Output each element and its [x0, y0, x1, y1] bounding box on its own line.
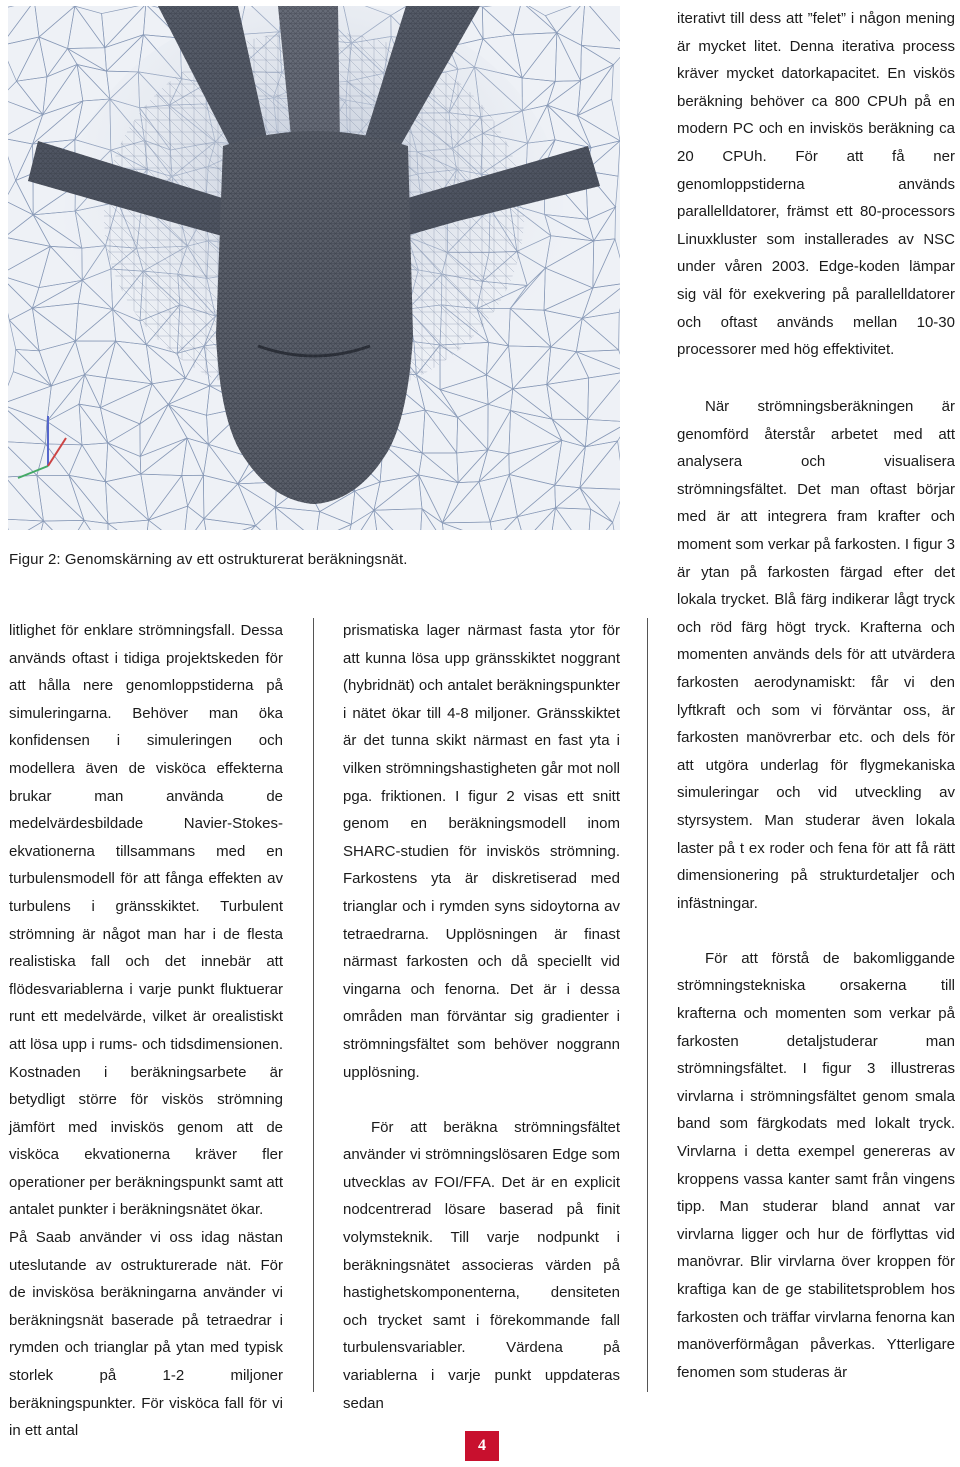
paragraph: För att förstå de bakomliggande strömningstekniska orsakerna till krafterna och momenten som verkar på farkosten detaljstuderar man strömningsfältet. I figur 3 illustreras virvlarna i strömningsfältet genom smala band som färgkodats med lokalt tryck. Virvlarna i detta exempel genereras av kroppens vassa kanter samt från vingens tipp. Man studerar bland annat var virvlarna ligger och hur de förflyttas vid manövrar. Blir virvlarna över kroppen för kraftiga kan de ge stabilitetsproblem hos farkosten och träffar virvlarna fenorna kan manöverförmågan påverkas. Ytterligare fenomen som studeras är	[677, 949, 955, 1381]
page-number: 4	[465, 1431, 499, 1461]
paragraph: litlighet för enklare strömningsfall. Dessa används oftast i tidiga projektskeden för att hålla nere genomloppstiderna på simuleringarna. Behöver man öka konfidensen i simuleringen och modellera även de visköса effekterna brukar man använda de medelvärdesbildade Navier-Stokes-ekvationerna tillsammans med en turbulensmodell för att fånga effekten av turbulens i gränsskiktet. Turbulent strömning är något man har i de flesta realistiska fall och det innebär att flödesvariablerna i varje punkt fluktuerar runt ett medelvärde, vilket är orealistiskt att lösa upp i rums- och tidsdimensionen. Kostnaden i beräkningsarbete är betydligt större för viskös strömning jämfört med inviskös genom att de visköса ekvationerna kräver fler operationer per beräkningspunkt samt att antalet punkter i beräkningsnätet ökar.	[9, 622, 283, 1219]
paragraph: På Saab använder vi oss idag nästan uteslutande av ostrukturerade nät. För de inviskösa beräkningarna använder vi beräkningsnät baserade på tetraedrar i rymden och trianglar på ytan med typisk storlek på 1-2 miljoner beräkningspunkter. För visköса fall för vi in ett antal	[9, 1229, 283, 1440]
mesh-figure	[8, 6, 620, 530]
paragraph: prismatiska lager närmast fasta ytor för att kunna lösa upp gränsskiktet noggrant (hybridnät) och antalet beräkningspunkter i nätet ökar till 4-8 miljoner. Gränsskiktet är det tunna skikt närmast en fast yta i vilken strömningshastigheten går mot noll pga. friktionen. I figur 2 visas ett snitt genom en beräkningsmodell inom SHARC-studien för inviskös strömning. Farkostens yta är diskretiserad med trianglar och i rymden syns sidoytorna av tetraedrarna. Upplösningen är finast närmast farkosten och då speciellt vid vingarna och fenorna. Det är i dessa områden man förväntar sig gradienter i strömningsfältet som behöver noggrann upplösning.	[343, 622, 620, 1081]
figure-caption: Figur 2: Genomskärning av ett ostrukturerat beräkningsnät.	[9, 551, 408, 568]
text-column-3-top	[677, 5, 955, 364]
text-column-3	[677, 393, 955, 1386]
text-column-2	[343, 617, 620, 1417]
paragraph: För att beräkna strömningsfältet använder vi strömningslösaren Edge som utvecklas av FOI/FFA. Det är en explicit nodcentrerad lösare baserad på finit volymsteknik. Till varje nodpunkt i beräkningsnätet associeras värden på hastighetskomponenterna, densiteten och trycket samt i förekommande fall turbulensvariabler. Värdena på variablerna i varje punkt uppdateras sedan	[343, 1118, 620, 1412]
column-divider	[313, 618, 314, 1392]
column-divider	[647, 618, 648, 1392]
paragraph: iterativt till dess att ”felet” i någon mening är mycket litet. Denna iterativa process kräver mycket datorkapacitet. En viskös beräkning behöver ca 800 CPUh på en modern PC och en inviskös beräkning ca 20 CPUh. För att få ner genomloppstiderna används parallelldatorer, främst ett 80-processors Linuxkluster som installerades av NSC under våren 2003. Edge-koden lämpar sig väl för exekvering på parallelldatorer och oftast används mellan 10-30 processorer med hög effektivitet.	[677, 10, 955, 359]
unstructured-mesh-image	[8, 6, 620, 530]
paragraph: När strömningsberäkningen är genomförd återstår arbetet med att analysera och visualisera strömningsfältet. Det man oftast börjar med är att integrera fram krafter och moment som verkar på farkosten. I figur 3 är ytan på farkosten färgad efter det lokala trycket. Blå färg indikerar lågt tryck och röd färg högt tryck. Krafterna och momenten används dels för att utvärdera farkosten aerodynamiskt: får vi den lyftkraft och som vi förväntar oss, är farkosten manövrerbar etc. och dels för att utgöra underlag för flygmekaniska simuleringar och vid utveckling av styrsystem. Man studerar även lokala laster på t ex roder och fena för att få rätt dimensionering på strukturdetaljer och infästningar.	[677, 398, 955, 912]
text-column-1	[9, 617, 283, 1445]
